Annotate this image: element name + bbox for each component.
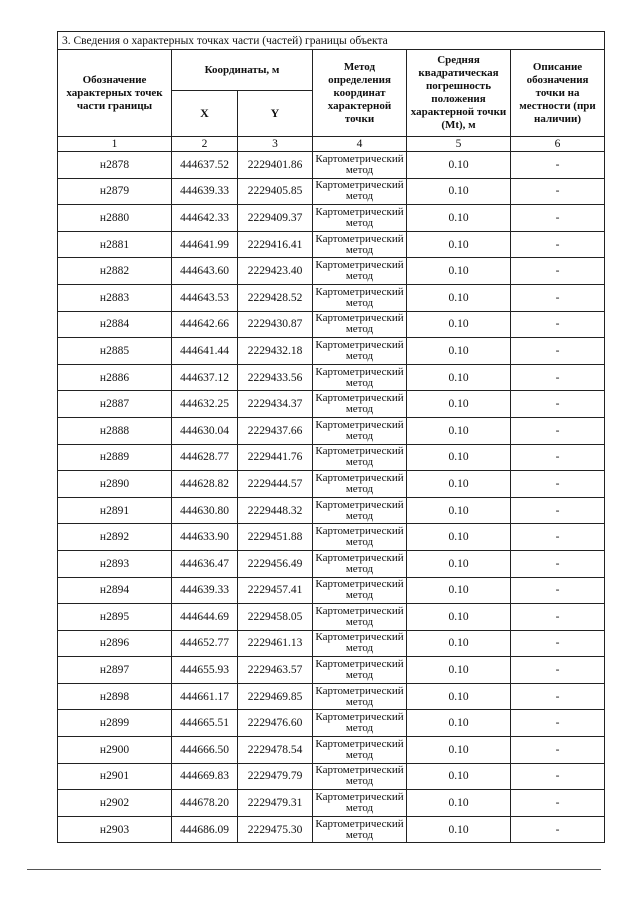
description-cell: -	[511, 205, 605, 232]
y-coordinate-cell: 2229405.85	[238, 178, 313, 205]
method-cell: Картометрический метод	[313, 444, 407, 471]
description-cell: -	[511, 577, 605, 604]
point-designation-cell: н2899	[58, 710, 172, 737]
accuracy-cell: 0.10	[407, 550, 511, 577]
x-coordinate-cell: 444686.09	[172, 816, 238, 843]
description-cell: -	[511, 816, 605, 843]
method-cell: Картометрический метод	[313, 524, 407, 551]
description-cell: -	[511, 497, 605, 524]
y-coordinate-cell: 2229430.87	[238, 311, 313, 338]
description-cell: -	[511, 231, 605, 258]
accuracy-cell: 0.10	[407, 471, 511, 498]
point-designation-cell: н2888	[58, 417, 172, 444]
description-cell: -	[511, 364, 605, 391]
method-cell: Картометрический метод	[313, 657, 407, 684]
description-cell: -	[511, 311, 605, 338]
method-cell: Картометрический метод	[313, 630, 407, 657]
y-coordinate-cell: 2229444.57	[238, 471, 313, 498]
description-cell: -	[511, 657, 605, 684]
description-cell: -	[511, 710, 605, 737]
point-designation-cell: н2893	[58, 550, 172, 577]
y-coordinate-cell: 2229428.52	[238, 284, 313, 311]
x-coordinate-cell: 444637.52	[172, 152, 238, 179]
description-cell: -	[511, 417, 605, 444]
x-coordinate-cell: 444661.17	[172, 683, 238, 710]
table-body	[58, 152, 605, 843]
point-designation-cell: н2882	[58, 258, 172, 285]
table-row	[58, 604, 605, 631]
accuracy-cell: 0.10	[407, 338, 511, 365]
header-x: X	[172, 91, 238, 137]
header-accuracy: Средняя квадратическая погрешность положения характерной точки (Mt), м	[407, 50, 511, 137]
accuracy-cell: 0.10	[407, 258, 511, 285]
method-cell: Картометрический метод	[313, 178, 407, 205]
x-coordinate-cell: 444630.04	[172, 417, 238, 444]
method-cell: Картометрический метод	[313, 816, 407, 843]
y-coordinate-cell: 2229469.85	[238, 683, 313, 710]
table-row	[58, 790, 605, 817]
point-designation-cell: н2896	[58, 630, 172, 657]
method-cell: Картометрический метод	[313, 417, 407, 444]
table-row	[58, 417, 605, 444]
point-designation-cell: н2880	[58, 205, 172, 232]
accuracy-cell: 0.10	[407, 497, 511, 524]
x-coordinate-cell: 444637.12	[172, 364, 238, 391]
footer-divider	[27, 869, 601, 870]
description-cell: -	[511, 152, 605, 179]
description-cell: -	[511, 604, 605, 631]
accuracy-cell: 0.10	[407, 444, 511, 471]
point-designation-cell: н2885	[58, 338, 172, 365]
table-row	[58, 683, 605, 710]
table-row	[58, 311, 605, 338]
y-coordinate-cell: 2229457.41	[238, 577, 313, 604]
point-designation-cell: н2878	[58, 152, 172, 179]
y-coordinate-cell: 2229432.18	[238, 338, 313, 365]
header-coordinates: Координаты, м	[172, 50, 313, 91]
x-coordinate-cell: 444669.83	[172, 763, 238, 790]
y-coordinate-cell: 2229461.13	[238, 630, 313, 657]
accuracy-cell: 0.10	[407, 657, 511, 684]
x-coordinate-cell: 444643.53	[172, 284, 238, 311]
x-coordinate-cell: 444666.50	[172, 737, 238, 764]
description-cell: -	[511, 737, 605, 764]
header-description: Описание обозначения точки на местности (при наличии)	[511, 50, 605, 137]
point-designation-cell: н2883	[58, 284, 172, 311]
accuracy-cell: 0.10	[407, 205, 511, 232]
method-cell: Картометрический метод	[313, 763, 407, 790]
point-designation-cell: н2889	[58, 444, 172, 471]
point-designation-cell: н2900	[58, 737, 172, 764]
point-designation-cell: н2886	[58, 364, 172, 391]
point-designation-cell: н2881	[58, 231, 172, 258]
description-cell: -	[511, 471, 605, 498]
method-cell: Картометрический метод	[313, 338, 407, 365]
description-cell: -	[511, 683, 605, 710]
point-designation-cell: н2887	[58, 391, 172, 418]
method-cell: Картометрический метод	[313, 683, 407, 710]
description-cell: -	[511, 338, 605, 365]
column-numbers-row	[58, 137, 605, 152]
table-row	[58, 205, 605, 232]
y-coordinate-cell: 2229451.88	[238, 524, 313, 551]
method-cell: Картометрический метод	[313, 550, 407, 577]
column-number: 6	[511, 137, 605, 152]
accuracy-cell: 0.10	[407, 364, 511, 391]
x-coordinate-cell: 444665.51	[172, 710, 238, 737]
table-row	[58, 763, 605, 790]
x-coordinate-cell: 444642.33	[172, 205, 238, 232]
x-coordinate-cell: 444644.69	[172, 604, 238, 631]
x-coordinate-cell: 444639.33	[172, 178, 238, 205]
table-row	[58, 710, 605, 737]
y-coordinate-cell: 2229463.57	[238, 657, 313, 684]
point-designation-cell: н2890	[58, 471, 172, 498]
accuracy-cell: 0.10	[407, 630, 511, 657]
method-cell: Картометрический метод	[313, 497, 407, 524]
column-number: 1	[58, 137, 172, 152]
table-row	[58, 524, 605, 551]
description-cell: -	[511, 391, 605, 418]
point-designation-cell: н2895	[58, 604, 172, 631]
description-cell: -	[511, 790, 605, 817]
point-designation-cell: н2879	[58, 178, 172, 205]
x-coordinate-cell: 444628.77	[172, 444, 238, 471]
table-row	[58, 284, 605, 311]
y-coordinate-cell: 2229437.66	[238, 417, 313, 444]
y-coordinate-cell: 2229448.32	[238, 497, 313, 524]
x-coordinate-cell: 444643.60	[172, 258, 238, 285]
x-coordinate-cell: 444655.93	[172, 657, 238, 684]
table-row	[58, 471, 605, 498]
accuracy-cell: 0.10	[407, 710, 511, 737]
y-coordinate-cell: 2229423.40	[238, 258, 313, 285]
table-row	[58, 550, 605, 577]
column-number: 2	[172, 137, 238, 152]
x-coordinate-cell: 444641.44	[172, 338, 238, 365]
column-number: 4	[313, 137, 407, 152]
x-coordinate-cell: 444642.66	[172, 311, 238, 338]
accuracy-cell: 0.10	[407, 577, 511, 604]
method-cell: Картометрический метод	[313, 604, 407, 631]
table-row	[58, 657, 605, 684]
point-designation-cell: н2891	[58, 497, 172, 524]
y-coordinate-cell: 2229409.37	[238, 205, 313, 232]
header-y: Y	[238, 91, 313, 137]
accuracy-cell: 0.10	[407, 524, 511, 551]
method-cell: Картометрический метод	[313, 577, 407, 604]
y-coordinate-cell: 2229441.76	[238, 444, 313, 471]
y-coordinate-cell: 2229458.05	[238, 604, 313, 631]
accuracy-cell: 0.10	[407, 763, 511, 790]
description-cell: -	[511, 284, 605, 311]
method-cell: Картометрический метод	[313, 152, 407, 179]
section-title: 3. Сведения о характерных точках части (частей) границы объекта	[58, 32, 605, 50]
x-coordinate-cell: 444678.20	[172, 790, 238, 817]
method-cell: Картометрический метод	[313, 205, 407, 232]
method-cell: Картометрический метод	[313, 391, 407, 418]
point-designation-cell: н2902	[58, 790, 172, 817]
point-designation-cell: н2894	[58, 577, 172, 604]
y-coordinate-cell: 2229401.86	[238, 152, 313, 179]
table-row	[58, 444, 605, 471]
description-cell: -	[511, 550, 605, 577]
table-row	[58, 391, 605, 418]
accuracy-cell: 0.10	[407, 178, 511, 205]
x-coordinate-cell: 444630.80	[172, 497, 238, 524]
column-number: 5	[407, 137, 511, 152]
x-coordinate-cell: 444641.99	[172, 231, 238, 258]
table-row	[58, 231, 605, 258]
table-row	[58, 816, 605, 843]
point-designation-cell: н2897	[58, 657, 172, 684]
x-coordinate-cell: 444639.33	[172, 577, 238, 604]
y-coordinate-cell: 2229434.37	[238, 391, 313, 418]
table-row	[58, 178, 605, 205]
y-coordinate-cell: 2229478.54	[238, 737, 313, 764]
accuracy-cell: 0.10	[407, 816, 511, 843]
x-coordinate-cell: 444633.90	[172, 524, 238, 551]
point-designation-cell: н2898	[58, 683, 172, 710]
x-coordinate-cell: 444636.47	[172, 550, 238, 577]
description-cell: -	[511, 763, 605, 790]
description-cell: -	[511, 630, 605, 657]
method-cell: Картометрический метод	[313, 284, 407, 311]
method-cell: Картометрический метод	[313, 790, 407, 817]
accuracy-cell: 0.10	[407, 231, 511, 258]
accuracy-cell: 0.10	[407, 604, 511, 631]
point-designation-cell: н2884	[58, 311, 172, 338]
boundary-points-table	[57, 31, 605, 843]
point-designation-cell: н2901	[58, 763, 172, 790]
accuracy-cell: 0.10	[407, 417, 511, 444]
method-cell: Картометрический метод	[313, 471, 407, 498]
accuracy-cell: 0.10	[407, 790, 511, 817]
table-row	[58, 258, 605, 285]
description-cell: -	[511, 178, 605, 205]
method-cell: Картометрический метод	[313, 364, 407, 391]
accuracy-cell: 0.10	[407, 311, 511, 338]
table-row	[58, 364, 605, 391]
x-coordinate-cell: 444632.25	[172, 391, 238, 418]
y-coordinate-cell: 2229433.56	[238, 364, 313, 391]
accuracy-cell: 0.10	[407, 683, 511, 710]
point-designation-cell: н2903	[58, 816, 172, 843]
table-row	[58, 577, 605, 604]
header-method: Метод определения координат характерной точки	[313, 50, 407, 137]
description-cell: -	[511, 444, 605, 471]
method-cell: Картометрический метод	[313, 311, 407, 338]
accuracy-cell: 0.10	[407, 737, 511, 764]
y-coordinate-cell: 2229479.31	[238, 790, 313, 817]
column-number: 3	[238, 137, 313, 152]
method-cell: Картометрический метод	[313, 231, 407, 258]
table-row	[58, 152, 605, 179]
table-row	[58, 338, 605, 365]
accuracy-cell: 0.10	[407, 152, 511, 179]
method-cell: Картометрический метод	[313, 737, 407, 764]
description-cell: -	[511, 258, 605, 285]
accuracy-cell: 0.10	[407, 284, 511, 311]
point-designation-cell: н2892	[58, 524, 172, 551]
method-cell: Картометрический метод	[313, 710, 407, 737]
description-cell: -	[511, 524, 605, 551]
x-coordinate-cell: 444652.77	[172, 630, 238, 657]
table-row	[58, 497, 605, 524]
y-coordinate-cell: 2229475.30	[238, 816, 313, 843]
y-coordinate-cell: 2229456.49	[238, 550, 313, 577]
y-coordinate-cell: 2229416.41	[238, 231, 313, 258]
table-row	[58, 630, 605, 657]
x-coordinate-cell: 444628.82	[172, 471, 238, 498]
y-coordinate-cell: 2229476.60	[238, 710, 313, 737]
table-row	[58, 737, 605, 764]
y-coordinate-cell: 2229479.79	[238, 763, 313, 790]
header-point-designation: Обозначение характерных точек части границы	[58, 50, 172, 137]
accuracy-cell: 0.10	[407, 391, 511, 418]
method-cell: Картометрический метод	[313, 258, 407, 285]
